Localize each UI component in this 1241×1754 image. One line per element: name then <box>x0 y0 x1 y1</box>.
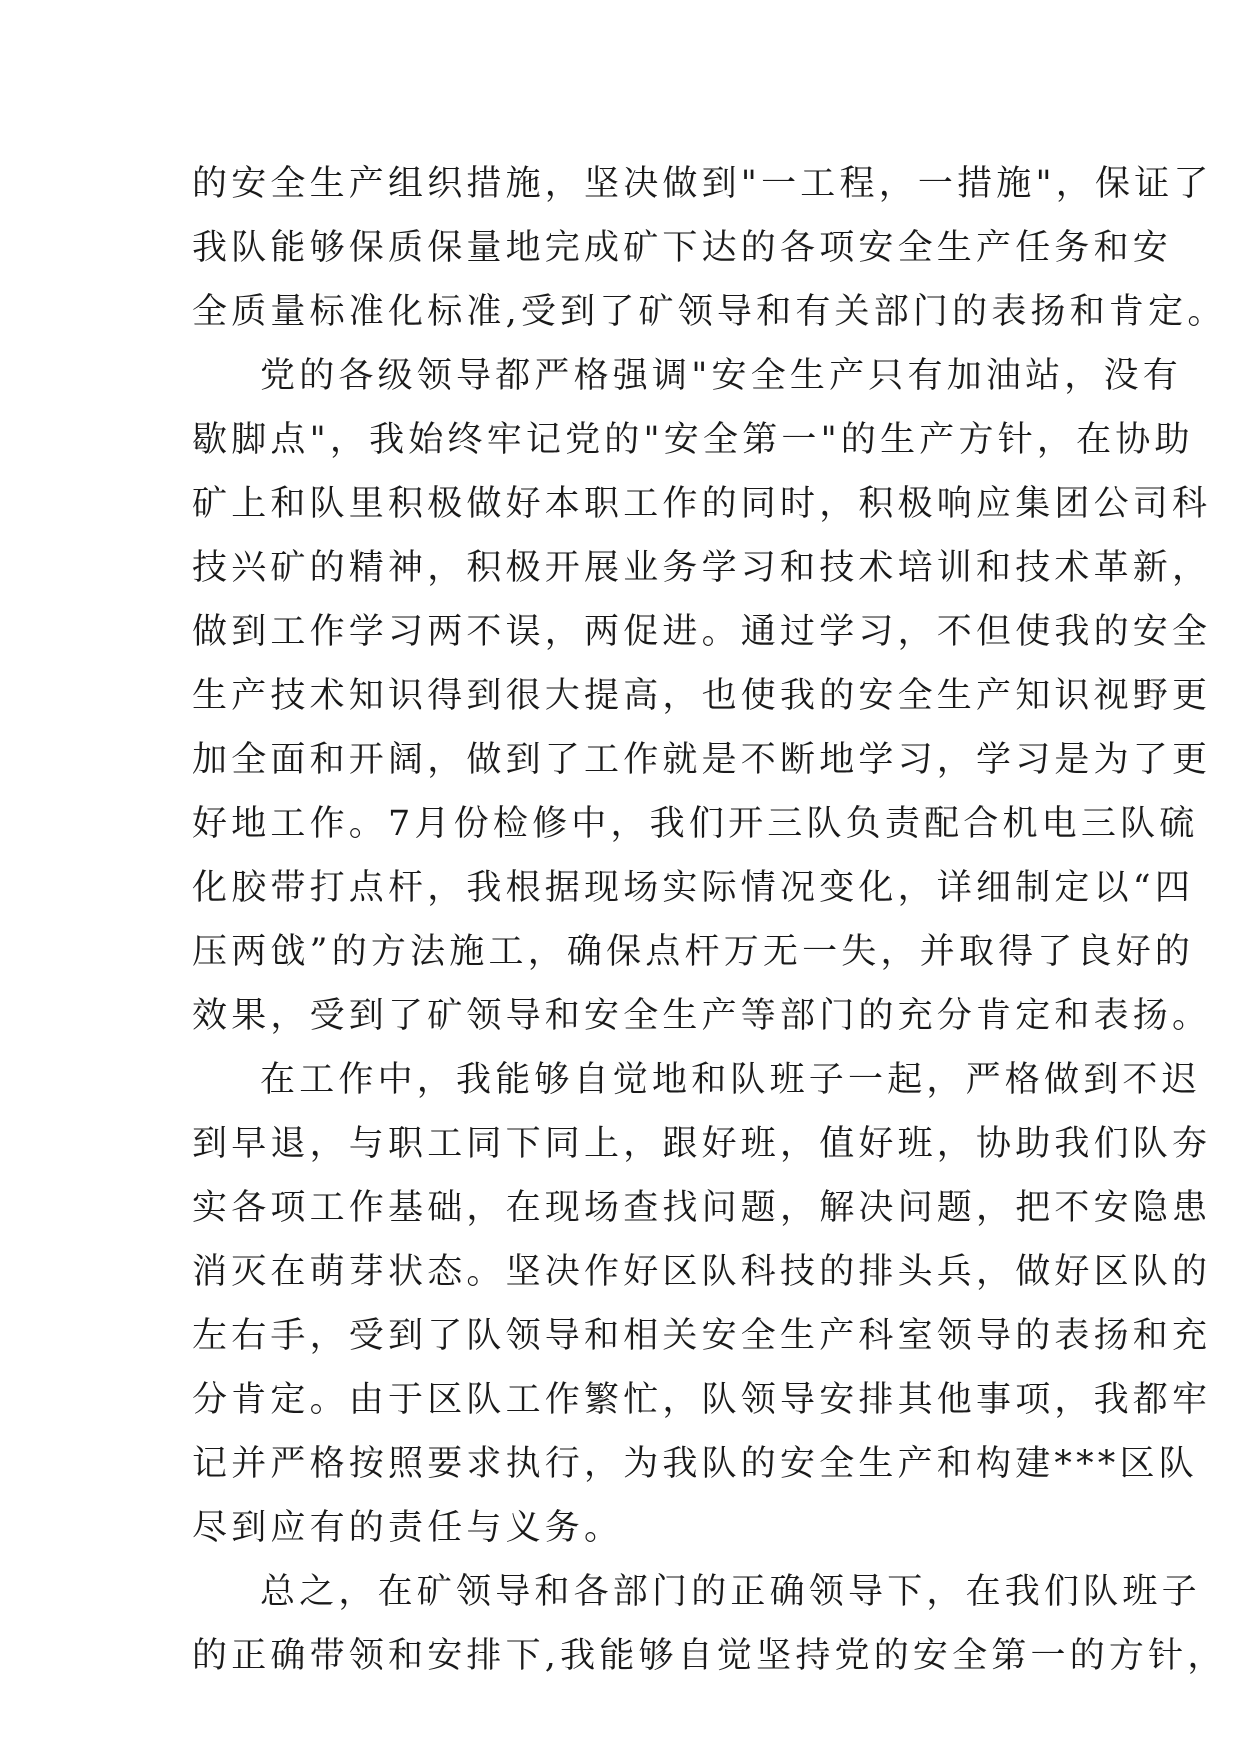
text-line: 分肯定。由于区队工作繁忙，队领导安排其他事项，我都牢 <box>192 1380 1212 1420</box>
body-text <box>192 152 1227 1688</box>
text-line: 全质量标准化标准,受到了矿领导和有关部门的表扬和肯定。 <box>192 292 1227 332</box>
paragraph-start-line: 总之，在矿领导和各部门的正确领导下，在我们队班子 <box>260 1572 1201 1612</box>
text-line: 的安全生产组织措施，坚决做到"一工程，一措施"，保证了 <box>192 164 1213 204</box>
text-line: 记并严格按照要求执行，为我队的安全生产和构建***区队 <box>192 1444 1198 1484</box>
text-line: 矿上和队里积极做好本职工作的同时，积极响应集团公司科 <box>192 484 1212 524</box>
text-line: 化胶带打点杆，我根据现场实际情况变化，详细制定以“四 <box>192 868 1195 908</box>
text-line: 压两戗”的方法施工，确保点杆万无一失，并取得了良好的 <box>192 932 1195 972</box>
paragraph-start-line: 党的各级领导都严格强调"安全生产只有加油站，没有 <box>260 356 1182 396</box>
text-line: 效果，受到了矿领导和安全生产等部门的充分肯定和表扬。 <box>192 996 1212 1036</box>
text-line: 左右手，受到了队领导和相关安全生产科室领导的表扬和充 <box>192 1316 1212 1356</box>
text-line: 的正确带领和安排下,我能够自觉坚持党的安全第一的方针， <box>192 1636 1227 1676</box>
text-line: 消灭在萌芽状态。坚决作好区队科技的排头兵，做好区队的 <box>192 1252 1212 1292</box>
paragraph-start-line: 在工作中，我能够自觉地和队班子一起，严格做到不迟 <box>260 1060 1201 1100</box>
text-line: 实各项工作基础，在现场查找问题，解决问题，把不安隐患 <box>192 1188 1212 1228</box>
text-line: 生产技术知识得到很大提高，也使我的安全生产知识视野更 <box>192 676 1212 716</box>
text-line: 歇脚点"，我始终牢记党的"安全第一"的生产方针，在协助 <box>192 420 1194 460</box>
text-line: 尽到应有的责任与义务。 <box>192 1508 624 1548</box>
text-line: 到早退，与职工同下同上，跟好班，值好班，协助我们队夯 <box>192 1124 1212 1164</box>
text-line: 技兴矿的精神，积极开展业务学习和技术培训和技术革新， <box>192 548 1212 588</box>
text-line: 好地工作。7月份检修中，我们开三队负责配合机电三队硫 <box>192 804 1199 844</box>
text-line: 加全面和开阔，做到了工作就是不断地学习，学习是为了更 <box>192 740 1212 780</box>
text-line: 做到工作学习两不误，两促进。通过学习，不但使我的安全 <box>192 612 1212 652</box>
text-line: 我队能够保质保量地完成矿下达的各项安全生产任务和安 <box>192 228 1173 268</box>
